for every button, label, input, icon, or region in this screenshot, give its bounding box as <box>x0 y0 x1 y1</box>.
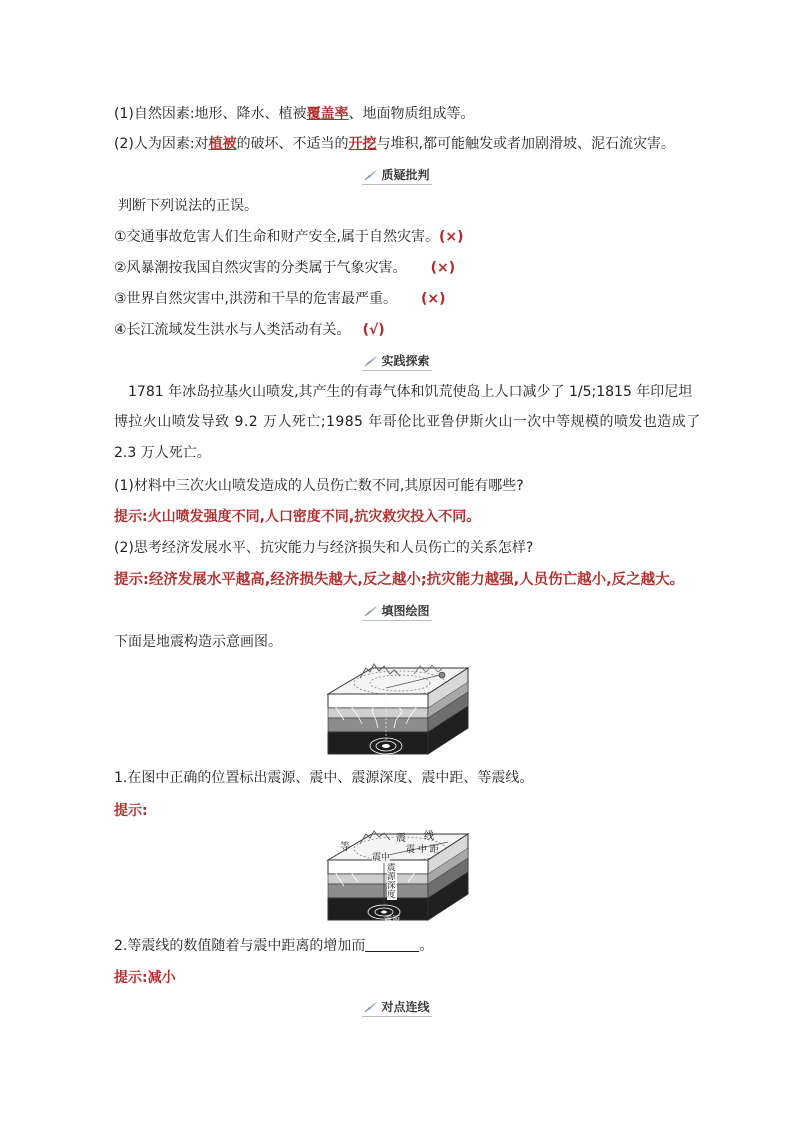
judge-item-text: ②风暴潮按我国自然灾害的分类属于气象灾害。 <box>114 260 407 276</box>
drawing-answer-1 <box>114 801 148 821</box>
label-focal-depth-char: 度 <box>387 890 396 900</box>
judge-item-mark: (×) <box>439 229 464 245</box>
section-header-practice <box>0 352 794 372</box>
judge-item-text: ③世界自然灾害中,洪涝和干旱的危害最严重。 <box>114 291 397 307</box>
hint-label: 提示: <box>114 970 148 986</box>
natural-factors-line <box>114 104 475 124</box>
drawing-question-1: 1.在图中正确的位置标出震源、震中、震源深度、震中距、等震线。 <box>114 770 534 786</box>
label-isoseismal-2: 震 <box>396 833 406 844</box>
question-suffix: 。 <box>419 938 434 954</box>
judge-item-1 <box>114 227 464 247</box>
answer-blank <box>365 937 419 952</box>
human-factors-suffix: 与堆积,都可能触发或者加剧滑坡、泥石流灾害。 <box>376 136 676 152</box>
label-focal-depth-char: 源 <box>387 872 396 882</box>
human-factors-prefix: (2)人为因素:对 <box>114 136 209 152</box>
natural-factors-suffix: 、地面物质组成等。 <box>348 106 475 122</box>
question-text: 2.等震线的数值随着与震中距离的增加而 <box>114 938 366 954</box>
section-header-matching <box>0 998 794 1018</box>
label-focus: 震源 <box>384 915 400 924</box>
label-isoseismal-3: 线 <box>424 831 434 842</box>
human-factors-key1: 植被 <box>208 136 237 152</box>
judge-item-4 <box>114 320 385 340</box>
hint-text: 减小 <box>147 970 176 986</box>
practice-paragraph-line3: 2.3 万人死亡。 <box>114 445 211 461</box>
practice-paragraph-line2: 博拉火山喷发导致 9.2 万人死亡;1985 年哥伦比亚鲁伊斯火山一次中等规模的喷发也造成了 <box>114 414 701 430</box>
section-feather-icon <box>364 355 378 367</box>
natural-factors-key: 覆盖率 <box>306 106 349 122</box>
judge-item-mark: (×) <box>430 260 456 276</box>
hint-text: 经济发展水平越高,经济损失越大,反之越小;抗灾能力越强,人员伤亡越小,反之越大。 <box>148 572 685 588</box>
practice-question-1: (1)材料中三次火山喷发造成的人员伤亡数不同,其原因可能有哪些? <box>114 478 524 494</box>
label-focal-depth <box>387 864 397 900</box>
judge-item-3 <box>114 289 446 309</box>
section-feather-icon <box>364 1001 378 1013</box>
hint-text: 火山喷发强度不同,人口密度不同,抗灾救灾投入不同。 <box>147 509 481 525</box>
section-title-drawing: 填图绘图 <box>381 604 430 618</box>
judge-item-2 <box>114 258 455 278</box>
practice-question-2: (2)思考经济发展水平、抗灾能力与经济损失和人员伤亡的关系怎样? <box>114 540 534 556</box>
section-title-matching: 对点连线 <box>381 1000 430 1014</box>
human-factors-key2: 开挖 <box>348 136 377 152</box>
label-focal-depth-char: 深 <box>387 881 396 891</box>
hint-label: 提示: <box>114 509 148 525</box>
section-feather-icon <box>364 605 378 617</box>
human-factors-line <box>114 134 675 154</box>
human-factors-mid: 的破坏、不适当的 <box>236 136 349 152</box>
hint-label: 提示: <box>114 572 149 588</box>
earthquake-diagram-labeled <box>324 828 472 924</box>
practice-answer-1 <box>114 507 480 527</box>
judge-intro: 判断下列说法的正误。 <box>118 198 258 214</box>
label-epicenter: 震中 <box>372 850 390 863</box>
judge-item-text: ④长江流域发生洪水与人类活动有关。 <box>114 322 351 338</box>
label-epicentral-distance: 震 中 距 <box>406 845 439 855</box>
hint-label: 提示: <box>114 803 148 819</box>
label-focal-depth-char: 震 <box>387 863 396 873</box>
judge-item-mark: (√) <box>362 322 385 338</box>
drawing-intro: 下面是地震构造示意画图。 <box>114 634 282 650</box>
earthquake-diagram <box>324 660 472 758</box>
judge-item-mark: (×) <box>421 291 446 307</box>
label-isoseismal-1: 等 <box>340 842 350 853</box>
section-title-practice: 实践探索 <box>381 354 430 368</box>
drawing-question-2 <box>114 936 433 956</box>
section-title-critique: 质疑批判 <box>381 168 430 182</box>
practice-answer-2 <box>114 570 684 590</box>
section-feather-icon <box>364 169 378 181</box>
section-header-drawing <box>0 602 794 622</box>
practice-paragraph-line1: 1781 年冰岛拉基火山喷发,其产生的有毒气体和饥荒使岛上人口减少了 1/5;1815 年印尼坦 <box>128 384 693 400</box>
natural-factors-prefix: (1)自然因素:地形、降水、植被 <box>114 106 307 122</box>
judge-item-text: ①交通事故危害人们生命和财产安全,属于自然灾害。 <box>114 229 439 245</box>
drawing-answer-2 <box>114 968 176 988</box>
section-header-critique <box>0 166 794 186</box>
